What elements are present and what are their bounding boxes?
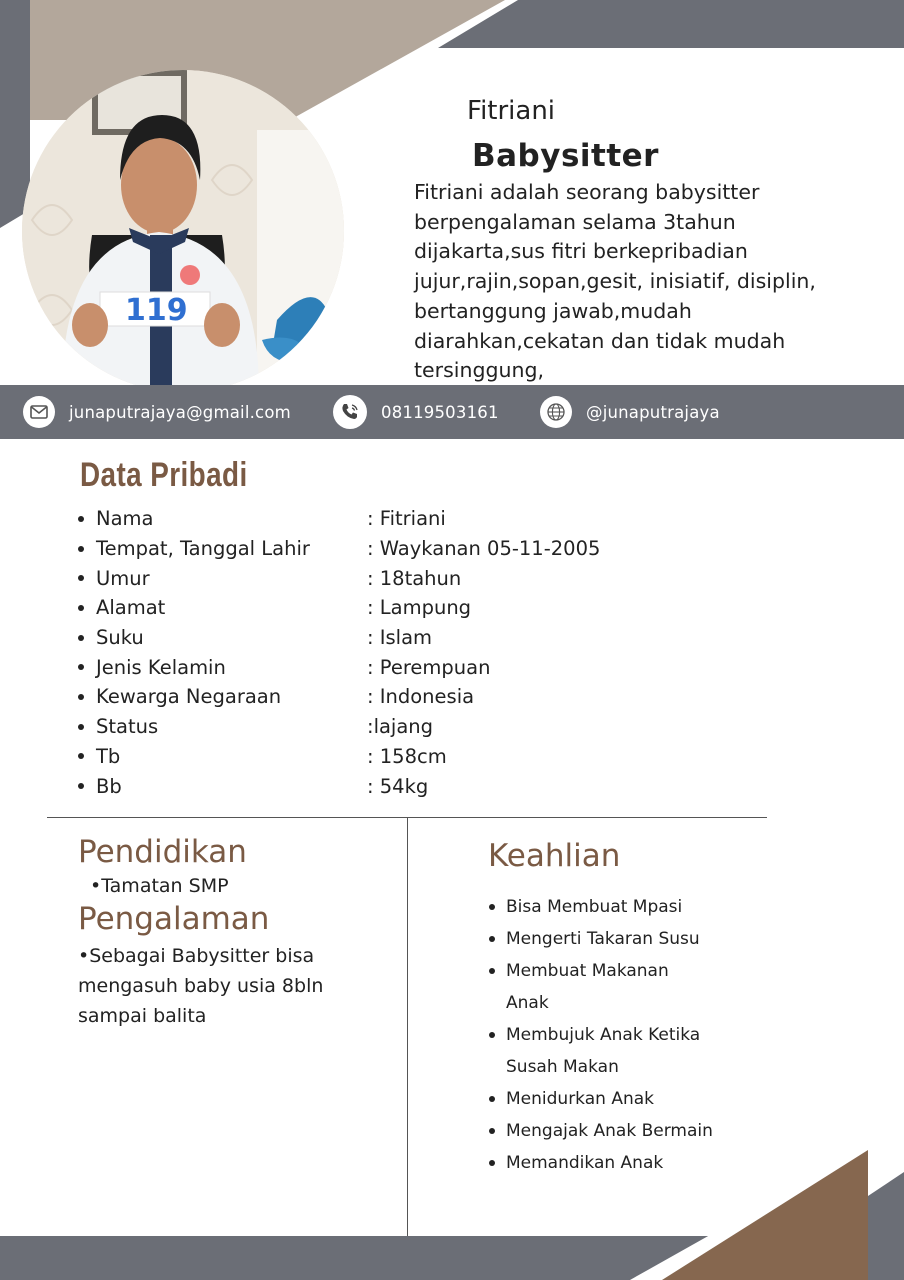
list-item — [76, 652, 696, 682]
list-item — [76, 534, 696, 564]
field-value: : 54kg — [367, 774, 429, 798]
field-label: Suku — [96, 626, 144, 650]
list-item — [76, 771, 696, 801]
list-item — [76, 593, 696, 623]
bullet-icon — [78, 635, 84, 641]
data-pribadi-list — [76, 504, 696, 801]
bullet-icon — [78, 783, 84, 789]
skill-text: Bisa Membuat Mpasi — [506, 897, 683, 917]
list-item — [486, 891, 716, 923]
list-item — [486, 1147, 716, 1179]
field-label: Nama — [96, 507, 154, 531]
field-label: Status — [96, 715, 159, 739]
field-value: :lajang — [367, 715, 434, 739]
pendidikan-title: Pendidikan — [78, 834, 247, 870]
list-item — [486, 1019, 716, 1083]
bullet-icon — [78, 694, 84, 700]
list-item — [486, 1083, 716, 1115]
bottom-right-slate-shape — [868, 1172, 904, 1280]
social-text: @junaputrajaya — [586, 402, 720, 422]
bullet-icon — [78, 664, 84, 670]
list-item — [76, 563, 696, 593]
bullet-icon — [489, 1032, 495, 1038]
field-value: : Islam — [367, 626, 433, 650]
bullet-icon — [78, 575, 84, 581]
field-label: Tempat, Tanggal Lahir — [96, 537, 310, 561]
phone-text: 08119503161 — [381, 402, 499, 422]
list-item — [76, 504, 696, 534]
field-value: : Fitriani — [367, 507, 446, 531]
list-item — [486, 923, 716, 955]
email-text: junaputrajaya@gmail.com — [69, 402, 291, 422]
person-name: Fitriani — [467, 96, 556, 126]
bullet-icon — [489, 904, 495, 910]
skill-text: Mengerti Takaran Susu — [506, 929, 700, 949]
job-title: Babysitter — [472, 138, 659, 174]
bullet-icon — [78, 724, 84, 730]
email-icon — [23, 396, 55, 428]
field-value: : 158cm — [367, 744, 447, 768]
contact-social[interactable] — [540, 385, 720, 439]
bullet-icon — [489, 1096, 495, 1102]
bullet-icon — [78, 516, 84, 522]
field-label: Bb — [96, 774, 122, 798]
field-value: : Waykanan 05-11-2005 — [367, 537, 601, 561]
field-label: Jenis Kelamin — [96, 655, 226, 679]
bullet-icon — [78, 546, 84, 552]
list-item — [76, 682, 696, 712]
list-item — [486, 955, 716, 1019]
skill-text: Membujuk Anak Ketika Susah Makan — [506, 1025, 701, 1077]
skill-text: Menidurkan Anak — [506, 1089, 654, 1109]
pengalaman-title: Pengalaman — [78, 901, 270, 937]
bullet-icon — [489, 968, 495, 974]
contact-bar — [0, 385, 904, 439]
skill-text: Memandikan Anak — [506, 1153, 664, 1173]
list-item — [76, 742, 696, 772]
skill-text: Mengajak Anak Bermain — [506, 1121, 713, 1141]
field-value: : 18tahun — [367, 566, 462, 590]
list-item — [76, 623, 696, 653]
field-label: Umur — [96, 566, 150, 590]
bullet-icon — [78, 753, 84, 759]
skill-text: Membuat Makanan Anak — [506, 961, 669, 1013]
photo-sign-number: 119 — [125, 293, 188, 328]
field-value: : Lampung — [367, 596, 472, 620]
vertical-divider — [407, 818, 408, 1236]
profile-photo — [22, 70, 344, 392]
bio-paragraph: Fitriani adalah seorang babysitter berpengalaman selama 3tahun dijakarta,sus fitri berkepribadian jujur,rajin,sopan,gesit, inisiatif, disiplin, bertanggung jawab,mudah diarahkan,cekatan dan tidak mudah tersinggung, — [414, 180, 816, 383]
field-label: Alamat — [96, 596, 166, 620]
keahlian-title: Keahlian — [488, 838, 621, 874]
bullet-icon — [489, 1128, 495, 1134]
top-right-slate-shape — [438, 0, 904, 48]
list-item — [486, 1115, 716, 1147]
contact-email[interactable] — [23, 385, 291, 439]
contact-phone[interactable] — [333, 385, 499, 439]
pengalaman-text: •Sebagai Babysitter bisa mengasuh baby usia 8bln sampai balita — [78, 945, 324, 1027]
field-value: : Indonesia — [367, 685, 475, 709]
data-pribadi-title: Data Pribadi — [80, 456, 248, 494]
keahlian-list — [486, 891, 716, 1179]
phone-icon — [333, 395, 367, 429]
pendidikan-item: •Tamatan SMP — [90, 875, 229, 897]
bullet-icon — [489, 1160, 495, 1166]
field-label: Tb — [96, 744, 121, 768]
globe-icon — [540, 396, 572, 428]
bullet-icon — [78, 605, 84, 611]
list-item — [76, 712, 696, 742]
field-label: Kewarga Negaraan — [96, 685, 282, 709]
field-value: : Perempuan — [367, 655, 491, 679]
bullet-icon — [489, 936, 495, 942]
